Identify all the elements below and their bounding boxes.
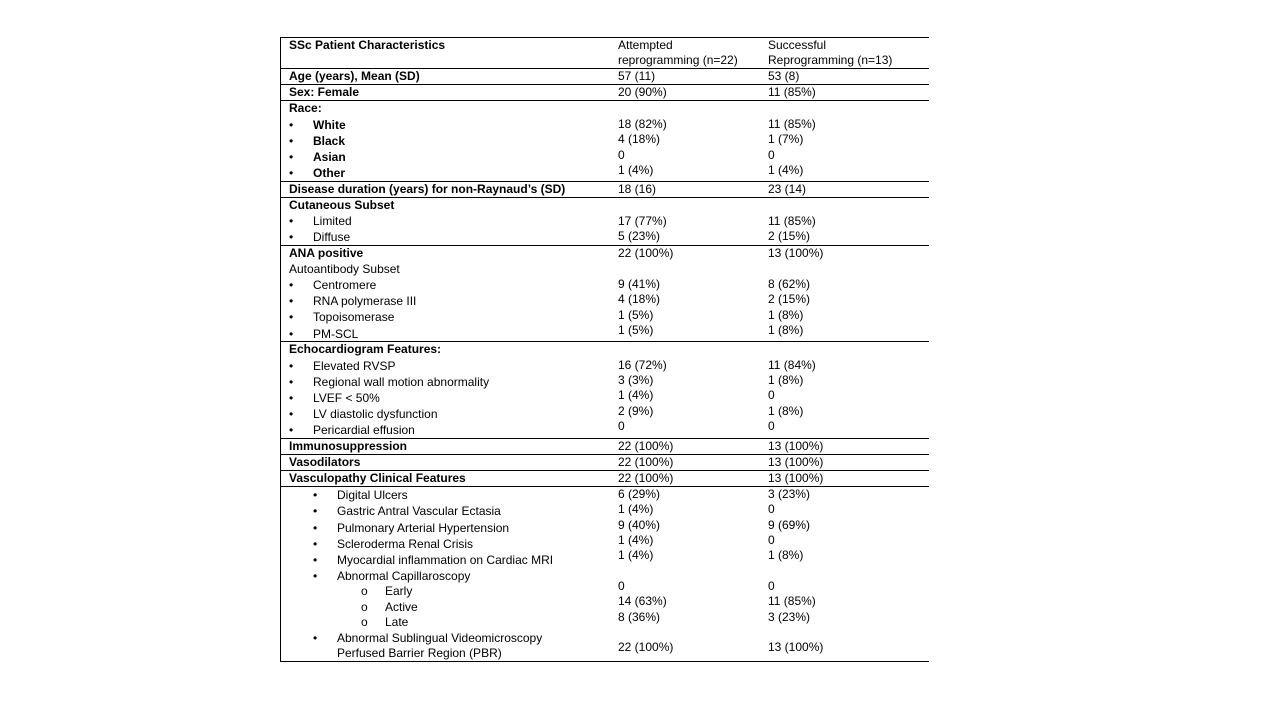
header-attempted-line1: Attempted [618,38,673,52]
cell-attempted: 1 (5%) [618,323,654,337]
bullet-icon: • [313,553,318,567]
cell-attempted: 22 (100%) [618,640,674,654]
cell-attempted: 22 (100%) [618,471,674,485]
cell-successful: 1 (8%) [768,548,804,562]
cell-attempted: 0 [618,148,625,162]
row-label-sex: Sex: Female [289,85,360,99]
cutaneous-item-label: Limited [313,214,352,228]
cell-attempted: 1 (4%) [618,548,654,562]
cell-attempted: 22 (100%) [618,246,674,260]
echo-item-label: LVEF < 50% [313,391,380,405]
cell-successful: 11 (84%) [768,358,816,372]
cell-attempted: 9 (40%) [618,518,661,532]
row-label-ana-positive: ANA positive [289,246,364,260]
cell-successful: 1 (8%) [768,308,804,322]
row-label-age: Age (years), Mean (SD) [289,69,420,83]
row-label-disease-duration: Disease duration (years) for non-Raynaud’s (SD) [289,182,566,196]
autoantibody-item-label: PM-SCL [313,327,359,341]
cell-successful: 3 (23%) [768,610,811,624]
vasculopathy-item-label: Scleroderma Renal Crisis [337,537,474,551]
cell-successful: 11 (85%) [768,85,816,99]
capillaroscopy-item-label: Active [385,600,418,614]
vasculopathy-item-label: Digital Ulcers [337,488,408,502]
bullet-icon: • [289,407,294,421]
cell-attempted: 0 [618,579,625,593]
bullet-icon: • [289,150,294,164]
bullet-icon: • [313,537,318,551]
cell-successful: 2 (15%) [768,229,811,243]
race-item-label: Asian [313,150,346,164]
cell-attempted: 1 (4%) [618,533,654,547]
cell-attempted: 20 (90%) [618,85,667,99]
cell-successful: 13 (100%) [768,455,824,469]
cutaneous-item-label: Diffuse [313,230,351,244]
autoantibody-item-label: RNA polymerase III [313,294,417,308]
cell-successful: 13 (100%) [768,439,824,453]
vasculopathy-item-label: Myocardial inflammation on Cardiac MRI [337,553,554,567]
cell-successful: 0 [768,579,775,593]
bullet-icon: • [313,521,318,535]
table-rule [281,661,929,662]
bullet-icon: • [289,359,294,373]
cell-attempted: 8 (36%) [618,610,661,624]
header-successful-line1: Successful [768,38,827,52]
cell-successful: 0 [768,388,775,402]
header-attempted-line2: reprogramming (n=22) [618,53,738,67]
cell-attempted: 4 (18%) [618,292,661,306]
patient-characteristics-table [280,37,929,662]
race-item-label: Other [313,166,346,180]
table-rule [281,486,929,487]
cell-successful: 0 [768,502,775,516]
echo-item-label: LV diastolic dysfunction [313,407,438,421]
cell-successful: 8 (62%) [768,277,811,291]
cell-successful: 1 (4%) [768,163,804,177]
row-label-vasculopathy: Vasculopathy Clinical Features [289,471,466,485]
cell-successful: 13 (100%) [768,471,824,485]
bullet-icon: • [289,423,294,437]
bullet-icon: • [313,569,318,583]
cell-successful: 1 (8%) [768,373,804,387]
row-label-race: Race: [289,101,322,115]
row-label-echocardiogram: Echocardiogram Features: [289,342,442,356]
circle-bullet-icon: o [361,584,368,598]
echo-item-label: Elevated RVSP [313,359,396,373]
cell-successful: 53 (8) [768,69,800,83]
table-rule [281,245,929,246]
bullet-icon: • [289,166,294,180]
bullet-icon: • [289,118,294,132]
cell-attempted: 6 (29%) [618,487,661,501]
cell-successful: 1 (7%) [768,132,804,146]
table-rule [281,100,929,101]
bullet-icon: • [289,214,294,228]
cell-attempted: 16 (72%) [618,358,667,372]
cell-attempted: 18 (82%) [618,117,667,131]
cell-attempted: 17 (77%) [618,214,667,228]
vasculopathy-item-label: Gastric Antral Vascular Ectasia [337,504,501,518]
cell-attempted: 1 (4%) [618,388,654,402]
cell-attempted: 9 (41%) [618,277,661,291]
cell-successful: 0 [768,419,775,433]
bullet-icon: • [313,631,318,645]
cell-successful: 3 (23%) [768,487,811,501]
cell-attempted: 1 (4%) [618,163,654,177]
cell-successful: 0 [768,533,775,547]
cell-attempted: 22 (100%) [618,455,674,469]
bullet-icon: • [289,278,294,292]
header-successful-line2: Reprogramming (n=13) [768,53,893,67]
cell-attempted: 4 (18%) [618,132,661,146]
echo-item-label: Regional wall motion abnormality [313,375,490,389]
table-rule [281,84,929,85]
cell-successful: 11 (85%) [768,214,816,228]
header-characteristics: SSc Patient Characteristics [289,38,446,52]
cell-attempted: 18 (16) [618,182,657,196]
cell-successful: 9 (69%) [768,518,811,532]
circle-bullet-icon: o [361,615,368,629]
table-rule [281,454,929,455]
row-label-autoantibody: Autoantibody Subset [289,262,400,276]
bullet-icon: • [289,375,294,389]
bullet-icon: • [313,488,318,502]
cell-attempted: 14 (63%) [618,594,667,608]
cell-successful: 13 (100%) [768,246,824,260]
bullet-icon: • [313,504,318,518]
bullet-icon: • [289,310,294,324]
cell-successful: 11 (85%) [768,594,816,608]
cell-successful: 0 [768,148,775,162]
bullet-icon: • [289,327,294,341]
cell-attempted: 57 (11) [618,69,656,83]
cell-successful: 11 (85%) [768,117,816,131]
cell-attempted: 5 (23%) [618,229,661,243]
cell-successful: 1 (8%) [768,323,804,337]
cell-attempted: 1 (5%) [618,308,654,322]
capillaroscopy-item-label: Late [385,615,409,629]
cell-successful: 23 (14) [768,182,807,196]
cell-successful: 13 (100%) [768,640,824,654]
echo-item-label: Pericardial effusion [313,423,415,437]
vasculopathy-item-label: Pulmonary Arterial Hypertension [337,521,510,535]
cell-attempted: 22 (100%) [618,439,674,453]
row-label-immunosuppression: Immunosuppression [289,439,408,453]
cell-successful: 2 (15%) [768,292,811,306]
race-item-label: White [313,118,346,132]
bullet-icon: • [289,294,294,308]
autoantibody-item-label: Topoisomerase [313,310,395,324]
row-label-cutaneous: Cutaneous Subset [289,198,395,212]
bullet-icon: • [289,134,294,148]
circle-bullet-icon: o [361,600,368,614]
cell-successful: 1 (8%) [768,404,804,418]
bullet-icon: • [289,391,294,405]
vasculopathy-item-label: Abnormal Capillaroscopy [337,569,471,583]
capillaroscopy-item-label: Early [385,584,413,598]
cell-attempted: 2 (9%) [618,404,654,418]
autoantibody-item-label: Centromere [313,278,377,292]
cell-attempted: 3 (3%) [618,373,654,387]
sublingual-label-line1: Abnormal Sublingual Videomicroscopy [337,631,543,645]
row-label-vasodilators: Vasodilators [289,455,361,469]
sublingual-label-line2: Perfused Barrier Region (PBR) [337,646,502,660]
cell-attempted: 1 (4%) [618,502,654,516]
bullet-icon: • [289,230,294,244]
race-item-label: Black [313,134,346,148]
cell-attempted: 0 [618,419,625,433]
